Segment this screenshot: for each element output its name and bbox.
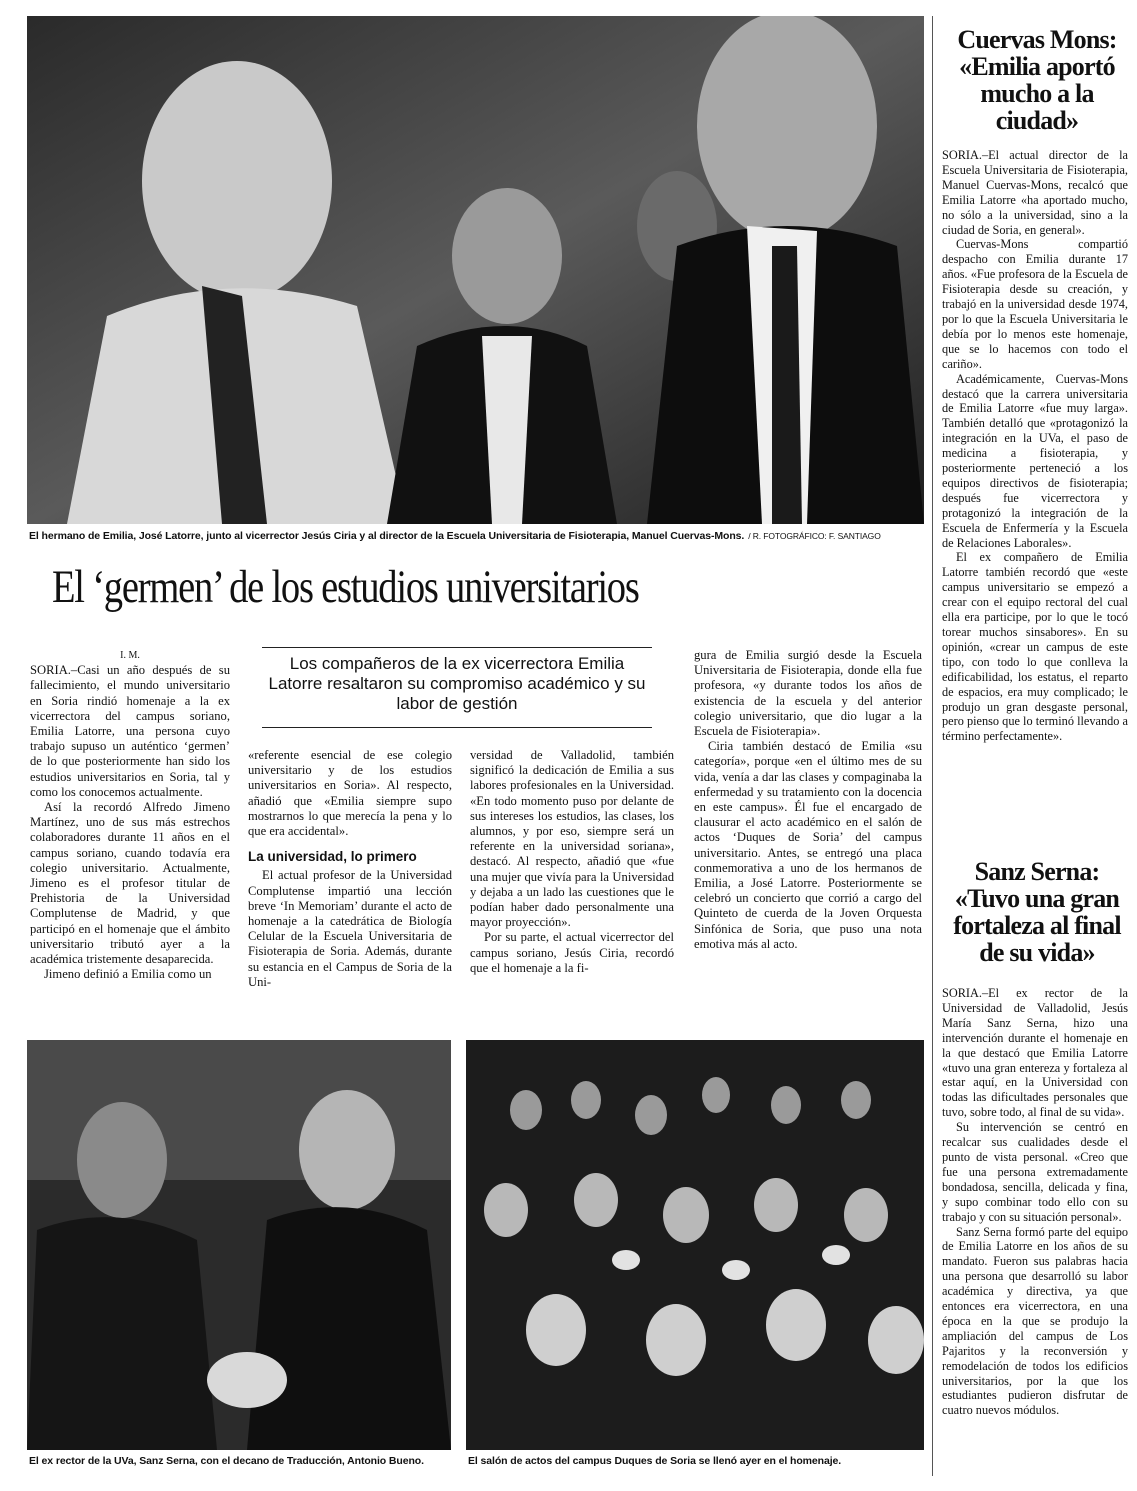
bottom-left-photo xyxy=(27,1040,451,1450)
sidebar1-body xyxy=(942,148,1128,810)
article-paragraph: «referente esencial de ese colegio universitario y de los estudios universitarios en Soria». Al respecto, añadió que «Emilia siempre supo mostrarnos lo que merecía la pena y lo que era accidental». xyxy=(248,748,452,839)
bottom-right-caption: El salón de actos del campus Duques de Soria se llenó ayer en el homenaje. xyxy=(468,1455,842,1467)
article-column-1 xyxy=(30,648,230,1020)
article-paragraph: Por su parte, el actual vicerrector del campus soriano, Jesús Ciria, recordó que el homenaje a la fi- xyxy=(470,930,674,975)
article-column-3 xyxy=(470,748,674,1020)
deck-top-rule xyxy=(262,647,652,648)
sidebar1-paragraph: Cuervas-Mons compartió despacho con Emilia durante 17 años. «Fue profesora de la Escuela de Fisioterapia desde su creación, y trabajó en la universidad desde 1974, por lo que la Escuela Universitaria le debía por lo menos este homenaje, que se lo hacemos con todo el cariño». xyxy=(942,237,1128,371)
headline: El ‘germen’ de los estudios universitarios xyxy=(52,561,639,613)
sidebar1-paragraph: SORIA.–El actual director de la Escuela Universitaria de Fisioterapia, Manuel Cuervas-Mons, recalcó que Emilia Latorre «ha aportado mucho, no sólo a la universidad, sino a la ciudad de Soria, en general». xyxy=(942,148,1128,237)
sidebar2-paragraph: Sanz Serna formó parte del equipo de Emilia Latorre en los años de su mandato. Fueron sus palabras hacia una persona que desarrolló su labor académica y directiva, ya que entonces era vicerrectora, en una época en la que se produjo la ampliación del campus de Los Pajaritos y la reconversión y remodelación de todos los edificios universitarios, por la que los estudiantes pudieron disfrutar de cuatro nuevos módulos. xyxy=(942,1224,1128,1418)
sidebar1-title: Cuervas Mons: «Emilia aportó mucho a la ciudad» xyxy=(957,25,1117,135)
bottom-right-photo xyxy=(466,1040,924,1450)
article-column-4 xyxy=(694,648,922,1020)
article-paragraph: Jimeno definió a Emilia como un xyxy=(44,967,212,982)
sidebar2-title: Sanz Serna: «Tuvo una gran fortaleza al final de su vida» xyxy=(953,857,1121,967)
article-paragraph: gura de Emilia surgió desde la Escuela Universitaria de Fisioterapia, donde ella fue profesora, «y durante todos los años de existencia de la escuela y del anterior colegio universitario, que dio lugar a la Escuela de Fisioterapia». xyxy=(694,648,922,739)
sidebar-divider xyxy=(932,16,933,1476)
article-paragraph: SORIA.–Casi un año después de su fallecimiento, el mundo universitario en Soria rindió homenaje a la ex vicerrectora del campus soriano, Emilia Latorre, una persona cuyo trabajo supuso un auténtico ‘germen’ de lo que posteriormente han sido los estudios universitarios en Soria, tal y como los conocemos actualmente. xyxy=(30,663,230,799)
article-column-2 xyxy=(248,748,452,1020)
sidebar1-paragraph: Académicamente, Cuervas-Mons destacó que la carrera universitaria de Emilia Latorre «fue muy larga». También detalló que «protagonizó la integración en la UVa, el paso de medicina a fisioterapia, y posteriormente perteneció a los equipos directivos de fisioterapia; después fue vicerrectora y protagonizó la integración de la Escuela de Enfermería y la Escuela de Relaciones Laborales». xyxy=(942,371,1128,550)
article-paragraph: Así la recordó Alfredo Jimeno Martínez, uno de sus más estrechos colaboradores durante 11 años en el campus soriano, cuando todavía era colegio universitario. Actualmente, Jimeno es el profesor titular de Prehistoria de la Universidad Complutense de Madrid, y que participó en el homenaje que el ámbito universitario tributó ayer a la académica tristemente desaparecida. xyxy=(30,800,230,967)
top-photo-caption: El hermano de Emilia, José Latorre, junto al vicerrector Jesús Ciria y al director de la Escuela Universitaria de Fisioterapia, Manuel Cuervas-Mons. / R. FOTOGRÁFICO: F. SANTIAGO xyxy=(29,530,881,542)
article-paragraph: Ciria también destacó de Emilia «su categoría», porque «en el último mes de su vida, venía a dar las clases y compaginaba la enfermedad y su tratamiento con la docencia en este campus». Él fue el encargado de clausurar el acto académico en el salón de actos ‘Duques de Soria’ del campus universitario. Antes, se entregó una placa conmemorativa a uno de los hermanos de Emilia, a José Latorre. Posteriormente se celebró un concierto que corrió a cargo del Quinteto de cuerda de la Joven Orquesta Sinfónica de Soria, que puso una nota emotiva más al acto. xyxy=(694,739,922,951)
top-photo xyxy=(27,16,924,524)
sidebar2-paragraph: Su intervención se centró en recalcar sus cualidades desde el punto de vista personal. «Creo que fue una persona extremadamente bondadosa, sencilla, delicada y fina, y supo combinar todo ello con su trabajo y con su situación personal». xyxy=(942,1120,1128,1224)
bottom-left-caption: El ex rector de la UVa, Sanz Serna, con el decano de Traducción, Antonio Bueno. xyxy=(29,1455,424,1467)
article-paragraph: El actual profesor de la Universidad Complutense impartió una lección breve ‘In Memoriam’ durante el acto de homenaje a la catedrática de Biología Celular de la Escuela Universitaria de Fisioterapia de Soria. Además, durante su estancia en el Campus de Soria de la Uni- xyxy=(248,868,452,989)
article-paragraph: versidad de Valladolid, también significó la dedicación de Emilia a sus labores profesionales en la Universidad. «En todo momento puso por delante de sus intereses los estudios, las clases, los alumnos, y por eso, siempre será un referente en la universidad soriana», destacó. Al respecto, añadió que «fue una mujer que vivía para la Universidad y dejaba a un lado las cuestiones que le podían haber dado personalmente una mayor proyección». xyxy=(470,748,674,930)
photo-credit: / R. FOTOGRÁFICO: F. SANTIAGO xyxy=(748,531,881,541)
byline: I. M. xyxy=(120,650,140,661)
subheading: La universidad, lo primero xyxy=(248,849,417,865)
deck: Los compañeros de la ex vicerrectora Emilia Latorre resaltaron su compromiso académico y su labor de gestión xyxy=(268,654,646,713)
sidebar2-paragraph: SORIA.–El ex rector de la Universidad de Valladolid, Jesús María Sanz Serna, hizo una intervención durante el homenaje en la que destacó que Emilia Latorre «tuvo una gran entereza y fortaleza al estar aquí, en la Universidad con todas las dificultades personales que tuvo, sobre todo, al final de su vida». xyxy=(942,986,1128,1120)
sidebar1-paragraph: El ex compañero de Emilia Latorre también recordó que «este campus universitario se empezó a crear con el equipo rectoral del cual ella era participe, por lo que le tocó torear muchos sinsabores». En su opinión, «crear un campus de este tipo, con todo lo que conlleva la edificabilidad, los estatus, el reparto de espacios, era muy complicado; le produjo un gran desgaste personal, pero pienso que lo terminó llevando a término perfectamente». xyxy=(942,550,1128,744)
sidebar2-body xyxy=(942,986,1128,1476)
deck-bottom-rule xyxy=(262,727,652,728)
